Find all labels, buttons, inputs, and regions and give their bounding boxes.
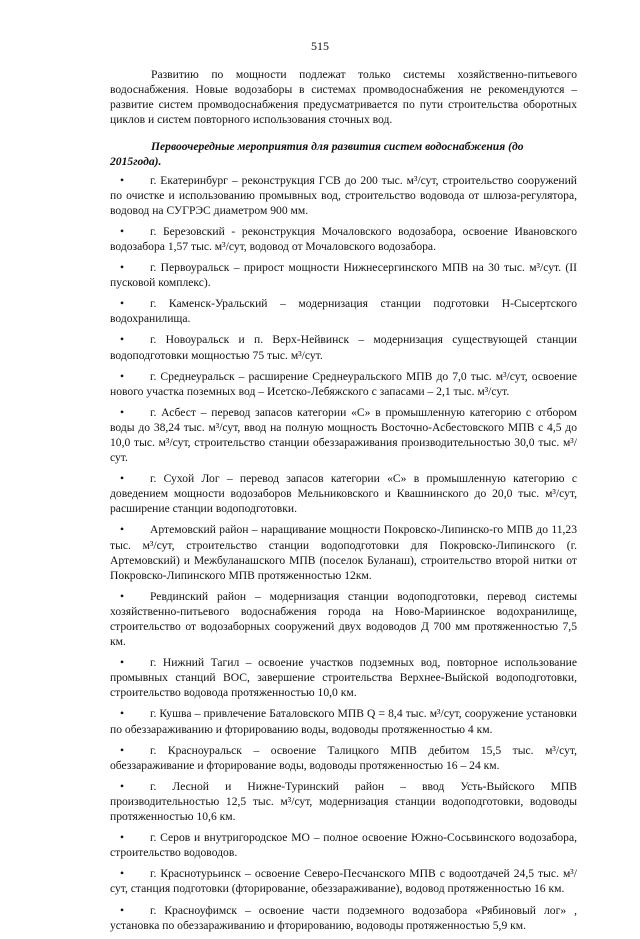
list-item — [110, 522, 577, 582]
list-item-text: г. Красноуфимск – освоение части подземного водозабора «Рябиновый лог» , установка по обеззараживанию и фторированию, водоводы протяженностью 5,9 км. — [110, 903, 577, 932]
bullet-icon: • — [120, 224, 125, 238]
bullet-icon: • — [120, 333, 125, 347]
bullet-icon: • — [120, 589, 125, 603]
bullet-icon: • — [120, 656, 125, 670]
list-item — [110, 903, 577, 933]
list-item — [110, 589, 577, 649]
list-item-text: г. Лесной и Нижне-Туринский район – ввод Усть-Выйского МПВ производительностью 12,5 тыс. м³/сут, модернизация станции водоподготовки, водоводы протяженностью 10,6 км. — [110, 779, 577, 824]
intro-paragraph: Развитию по мощности подлежат только системы хозяйственно-питьевого водоснабжения. Новые водозаборы в системах промводоснабжения не рекомендуются – развитие систем промводоснабжения предусматривается по пути строительства оборотных циклов и систем повторного использования сточных вод. — [110, 68, 577, 127]
bullet-icon: • — [120, 297, 125, 311]
bullet-icon: • — [120, 472, 125, 486]
bullet-icon: • — [120, 369, 125, 383]
list-item — [110, 743, 577, 773]
bullet-icon: • — [120, 743, 125, 757]
list-item-text: г. Серов и внутригородское МО – полное освоение Южно-Сосьвинского водозабора, строительство водоводов. — [110, 831, 577, 860]
list-item — [110, 706, 577, 736]
page-content — [110, 67, 577, 939]
list-item-text: г. Сухой Лог – перевод запасов категории «С» в промышленную категорию с доведением мощности водозаборов Мельниковского и Квашнинского до 20,0 тыс. м³/сут, расширение станции водоподготовки. — [110, 472, 577, 516]
measures-list — [110, 173, 577, 933]
list-item-text: Артемовский район – наращивание мощности Покровско-Липинско-го МПВ до 11,23 тыс. м³/сут, строительство станции водоподготовки для Покровско-Липинского (г. Артемовский) и Межбуланашского МПВ (поселок Буланаш), строительство второй нитки от Покровско-Липинского МПВ протяженностью 12км. — [110, 523, 577, 582]
page-number: 515 — [311, 39, 329, 53]
bullet-icon: • — [120, 405, 125, 419]
bullet-icon: • — [120, 523, 125, 537]
list-item-text: г. Каменск-Уральский – модернизация станции подготовки Н-Сысертского водохранилища. — [110, 297, 577, 326]
bullet-icon: • — [120, 831, 125, 845]
bullet-icon: • — [120, 173, 125, 187]
list-item — [110, 471, 577, 516]
list-item — [110, 332, 577, 362]
bullet-icon: • — [120, 261, 125, 275]
list-item — [110, 655, 577, 700]
list-item-text: г. Нижний Тагил – освоение участков подземных вод, повторное использование промывных станций ВОС, завершение строительства Верхнее-Выйской водоподготовки, строительство водовода протяженностью 10,0 км. — [110, 656, 577, 700]
list-item-text: г. Березовский - реконструкция Мочаловского водозабора, освоение Ивановского водозабора 1,57 тыс. м³/сут, водовод от Мочаловского водозабора. — [110, 224, 577, 253]
bullet-icon: • — [120, 867, 125, 881]
list-item — [110, 173, 577, 218]
list-item-text: г. Новоуральск и п. Верх-Нейвинск – модернизация существующей станции водоподготовки мощностью 75 тыс. м³/сут. — [110, 333, 577, 362]
list-item-text: г. Краснотурьинск – освоение Северо-Песчанского МПВ с водоотдачей 24,5 тыс. м³/сут, станция подготовки (фторирование, обеззараживание), водовод протяженностью 16 км. — [110, 867, 577, 896]
bullet-icon: • — [120, 779, 125, 793]
list-item — [110, 260, 577, 290]
section-heading: Первоочередные мероприятия для развития систем водоснабжения (до 2015года). — [110, 140, 524, 169]
list-item-text: г. Екатеринбург – реконструкция ГСВ до 200 тыс. м³/сут, строительство сооружений по очистке и использованию промывных вод, строительство водовода от шлюза-регулятора, водовод на СУГРЭС диаметром 900 мм. — [110, 173, 577, 217]
list-item-text: г. Красноуральск – освоение Талицкого МПВ дебитом 15,5 тыс. м³/сут, обеззараживание и фторирование воды, водоводы протяженностью 16 – 24 км. — [110, 743, 577, 772]
bullet-icon: • — [120, 707, 125, 721]
list-item-text: г. Среднеуральск – расширение Среднеуральского МПВ до 7,0 тыс. м³/сут, освоение нового участка поземных вод – Исетско-Лебяжского с запасами – 2,1 тыс. м³/сут. — [110, 369, 577, 398]
list-item — [110, 779, 577, 824]
list-item-text: г. Кушва – привлечение Баталовского МПВ Q = 8,4 тыс. м³/сут, сооружение установки по обеззараживанию и фторированию воды, водоводы протяженностью 4 км. — [110, 707, 577, 736]
list-item-text: г. Асбест – перевод запасов категории «С» в промышленную категорию с отбором воды до 38,24 тыс. м³/сут, ввод на полную мощность Восточно-Асбестовского МПВ с 4,5 до 10,0 тыс. м³/сут, строительство станции обеззараживания производительностью 30,0 тыс. м³/сут. — [110, 405, 577, 465]
list-item — [110, 224, 577, 254]
bullet-icon: • — [120, 903, 125, 917]
list-item — [110, 369, 577, 399]
list-item — [110, 830, 577, 860]
list-item — [110, 296, 577, 326]
list-item-text: г. Первоуральск – прирост мощности Нижнесергинского МПВ на 30 тыс. м³/сут. (II пусковой комплекс). — [110, 261, 577, 290]
list-item — [110, 405, 577, 465]
list-item-text: Ревдинский район – модернизация станции водоподготовки, перевод системы хозяйственно-питьевого водоснабжения города на Ново-Мариинское водохранилище, строительство от водозаборных сооружений двух водоводов Д 700 мм протяженностью 7,5 км. — [110, 589, 577, 649]
list-item — [110, 866, 577, 896]
